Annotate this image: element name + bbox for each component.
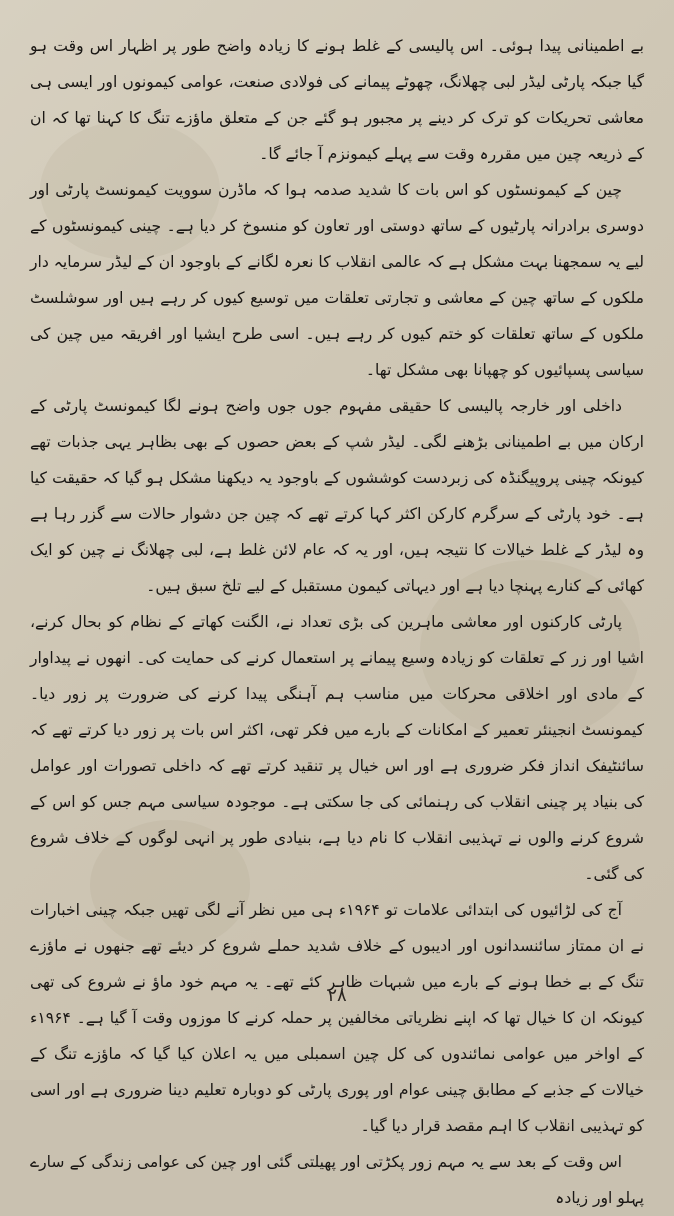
page-number: ۲۸ <box>327 985 347 1006</box>
paragraph-2: چین کے کیمونسٹوں کو اس بات کا شدید صدمہ ہوا کہ ماڈرن سوویت کیمونسٹ پارٹی اور دوسری برادرانہ پارٹیوں کے ساتھ دوستی اور تعاون کو منسوخ کر دیا ہے۔ چینی کیمونسٹوں کے لیے یہ سمجھنا بہت مشکل ہے کہ عالمی انقلاب کا نعرہ لگانے کے باوجود ان کے لیڈر سرمایہ دار ملکوں کے ساتھ چین کے معاشی و تجارتی تعلقات میں توسیع کیوں کر رہے ہیں اور سوشلسٹ ملکوں کے ساتھ تعلقات کو ختم کیوں کر رہے ہیں۔ اسی طرح ایشیا اور افریقہ میں چین کی سیاسی پسپائیوں کو چھپانا بھی مشکل تھا۔ <box>30 181 644 379</box>
paragraph-6: اس وقت کے بعد سے یہ مہم زور پکڑتی اور پھیلتی گئی اور چین کی عوامی زندگی کے سارے پہلو اور زیادہ <box>30 1153 644 1207</box>
urdu-text-block <box>30 28 644 1216</box>
paragraph-5: آج کی لڑائیوں کی ابتدائی علامات تو ۱۹۶۴ء ہی میں نظر آنے لگی تھیں جبکہ چینی اخبارات نے ان ممتاز سائنسدانوں اور ادیبوں کے خلاف شدید حملے شروع کر دیئے تھے جنھوں نے ماؤزے تنگ کے بے خطا ہونے کے بارے میں شبہات ظاہر کئے تھے۔ یہ مہم خود ماؤ نے شروع کی تھی کیونکہ ان کا خیال تھا کہ اپنے نظریاتی مخالفین پر حملہ کرنے کا موزوں وقت آ گیا ہے۔ ۱۹۶۴ء کے اواخر میں عوامی نمائندوں کی کل چین اسمبلی میں یہ اعلان کیا گیا کہ ماؤزے تنگ کے خیالات کے جذبے کے مطابق چینی عوام اور پوری پارٹی کو دوبارہ تعلیم دینا ضروری ہے اور اسی کو تہذیبی انقلاب کا اہم مقصد قرار دیا گیا۔ <box>30 901 644 1135</box>
paragraph-4: پارٹی کارکنوں اور معاشی ماہرین کی بڑی تعداد نے، الگنت کھاتے کے نظام کو بحال کرنے، اشیا اور زر کے تعلقات کو زیادہ وسیع پیمانے پر استعمال کرنے کی حمایت کی۔ انھوں نے پیداوار کے مادی اور اخلاقی محرکات میں مناسب ہم آہنگی پیدا کرنے کی ضرورت پر زور دیا۔ کیمونسٹ انجینئر تعمیر کے امکانات کے بارے میں فکر تھی، اکثر اس بات پر زور دیا کرتے تھے کہ سائنٹیفک انداز فکر ضروری ہے اور اس خیال پر تنقید کرتے تھے کہ داخلی تصورات اور عوامل کی بنیاد پر چینی انقلاب کی رہنمائی کی جا سکتی ہے۔ موجودہ سیاسی مہم جس کو اس کے شروع کرنے والوں نے تہذیبی انقلاب کا نام دیا ہے، بنیادی طور پر انہی لوگوں کے خلاف شروع کی گئی۔ <box>30 613 644 883</box>
paragraph-1: بے اطمینانی پیدا ہوئی۔ اس پالیسی کے غلط ہونے کا زیادہ واضح طور پر اظہار اس وقت ہو گیا جبکہ پارٹی لیڈر لبی چھلانگ، چھوٹے پیمانے کی فولادی صنعت، عوامی کیمونوں اور ایسی ہی معاشی تحریکات کو ترک کر دینے پر مجبور ہو گئے جن کے متعلق ماؤزے تنگ کا کہنا تھا کہ ان کے ذریعہ چین میں مقررہ وقت سے پہلے کیمونزم آ جائے گا۔ <box>30 37 644 163</box>
paragraph-3: داخلی اور خارجہ پالیسی کا حقیقی مفہوم جوں جوں واضح ہونے لگا کیمونسٹ پارٹی کے ارکان میں بے اطمینانی بڑھنے لگی۔ لیڈر شپ کے بعض حصوں کے بھی بظاہر یہی جذبات تھے کیونکہ چینی پروپیگنڈہ کی زبردست کوششوں کے باوجود یہ دیکھنا مشکل ہو گیا کہ حقیقت کیا ہے۔ خود پارٹی کے سرگرم کارکن اکثر کہا کرتے تھے کہ چین جن دشوار حالات سے گزر رہا ہے وہ لیڈر کے غلط خیالات کا نتیجہ ہیں، اور یہ کہ عام لائن غلط ہے، لبی چھلانگ نے چین کو ایک کھائی کے کنارے پہنچا دیا ہے اور دیہاتی کیمون مستقبل کے لیے تلخ سبق ہیں۔ <box>30 397 644 595</box>
